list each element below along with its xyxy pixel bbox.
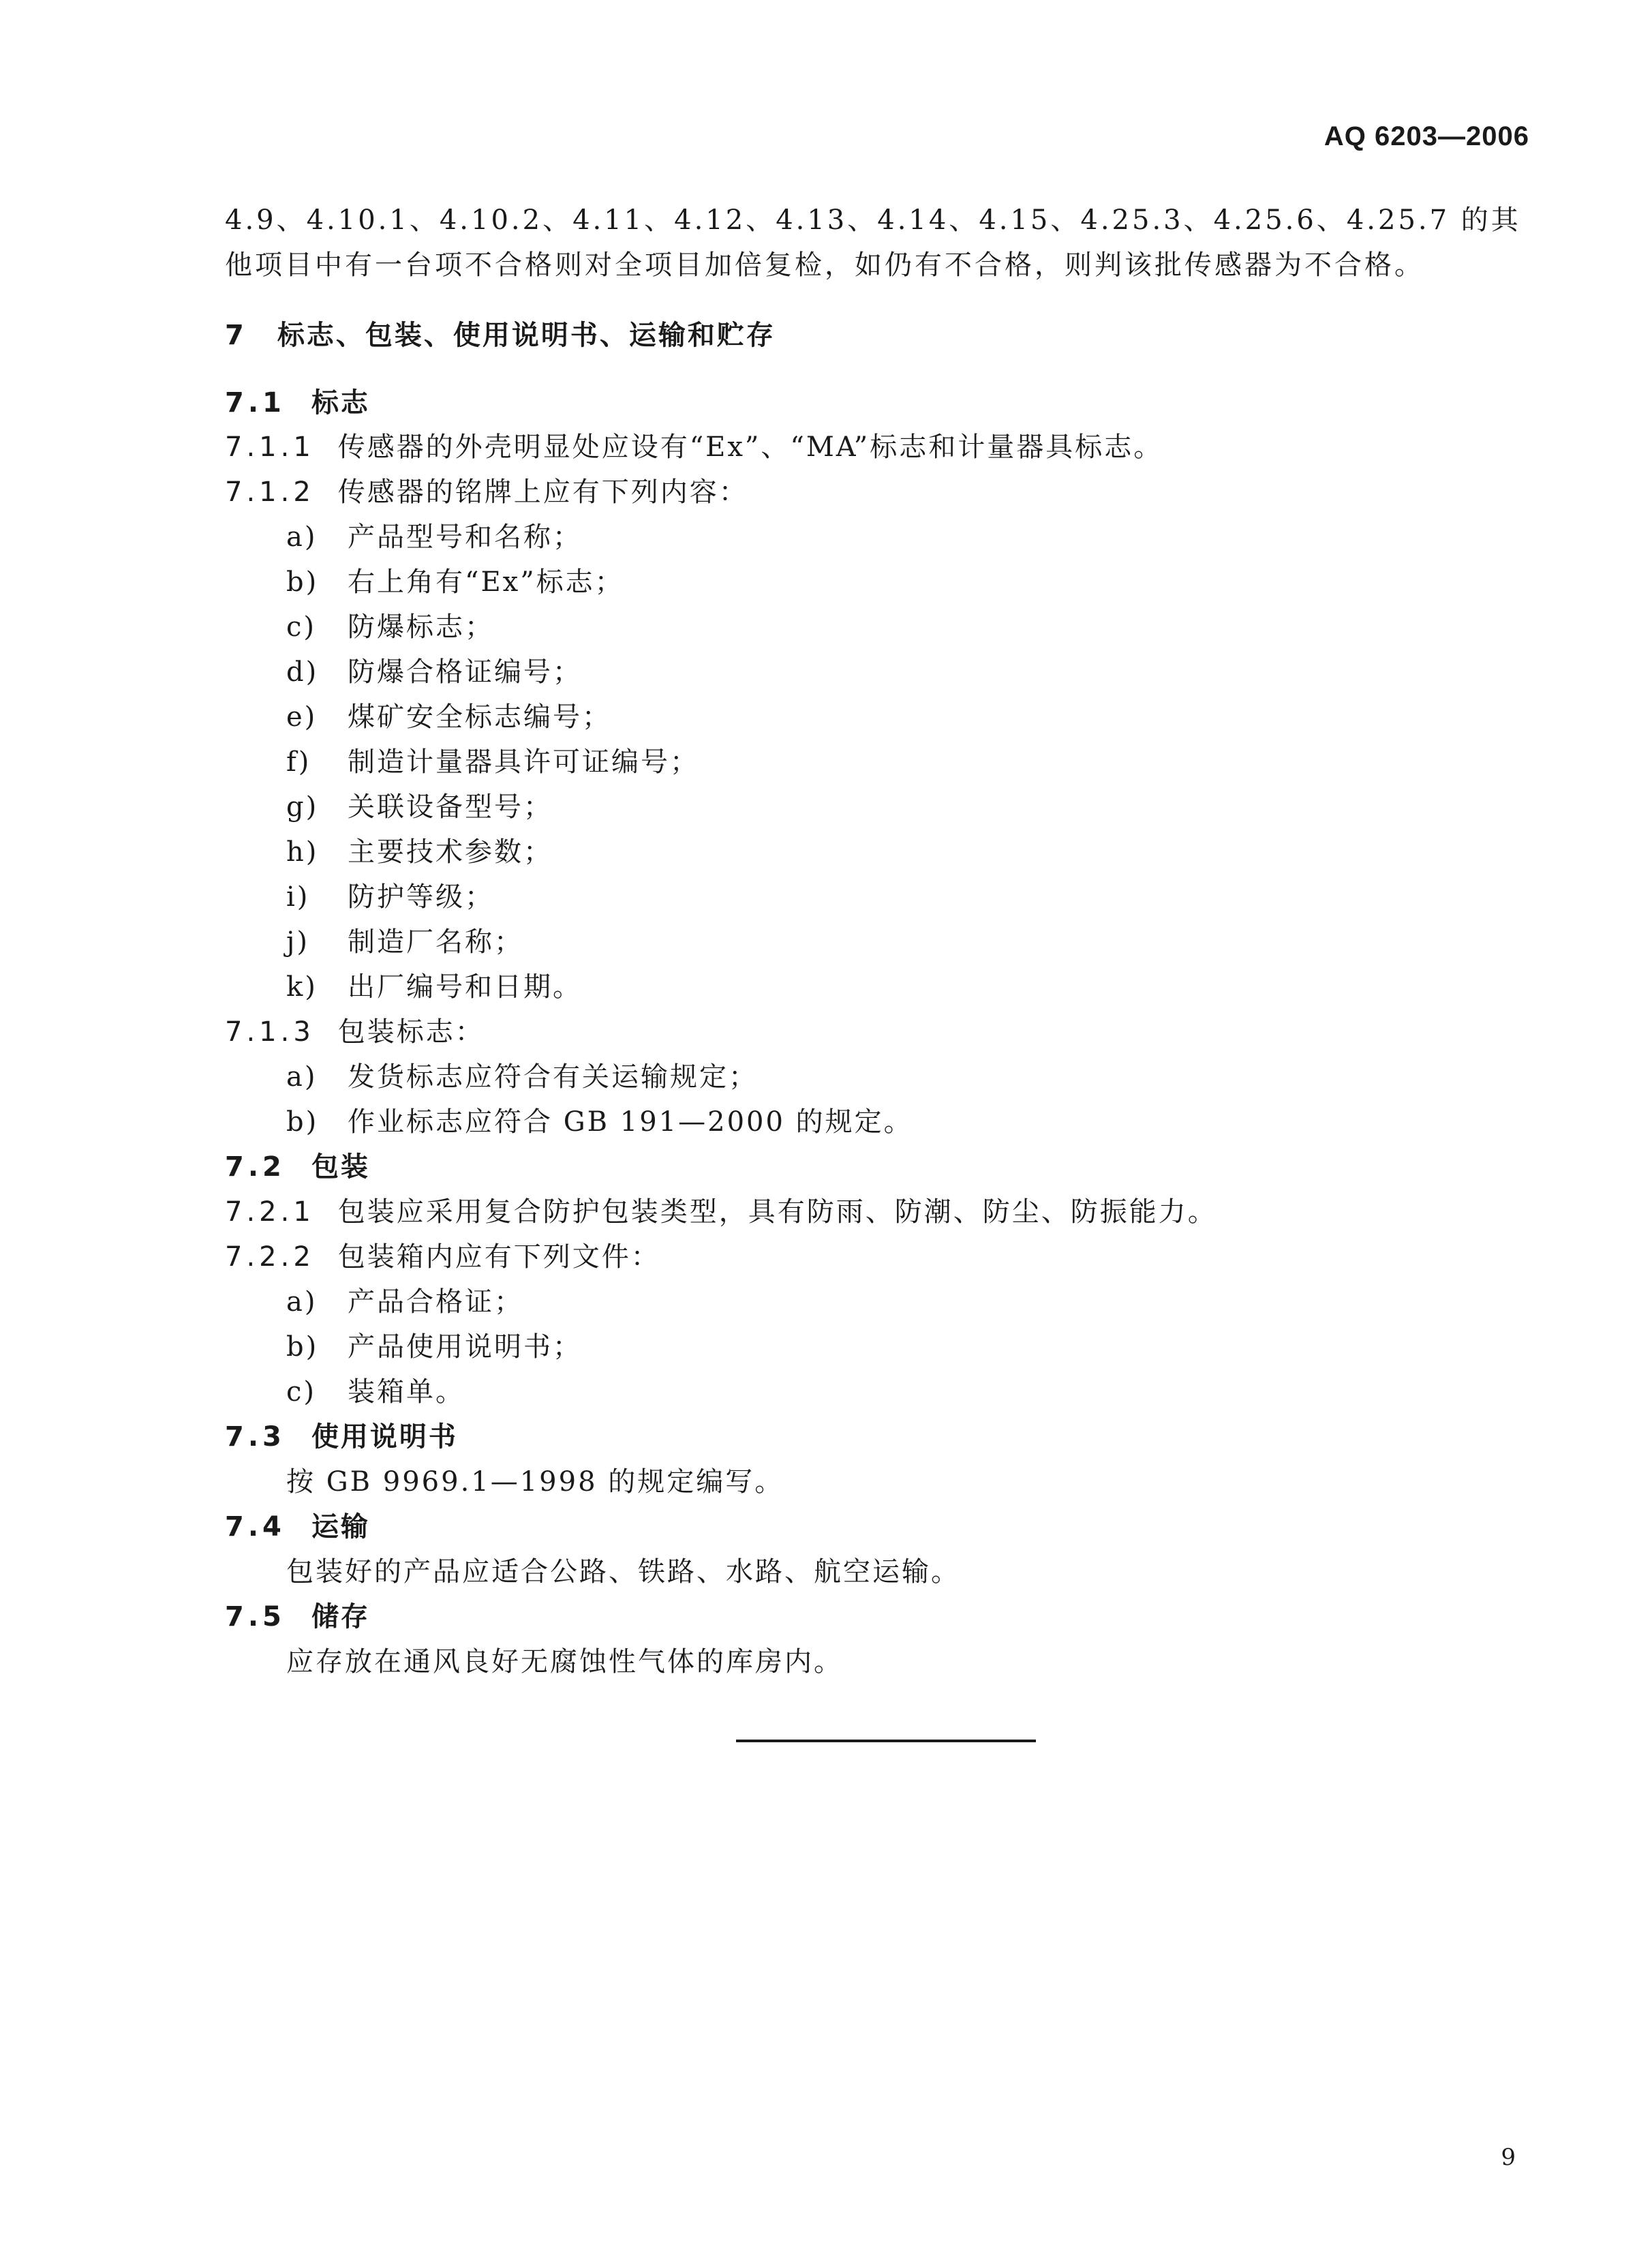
section-number: 7.1 (225, 387, 286, 419)
list-item: h) 主要技术参数； (286, 836, 553, 868)
clause-7-1-1 (225, 425, 1163, 464)
chapter-7-heading (225, 314, 776, 352)
clause-7-1-2 (225, 470, 748, 509)
section-number: 7.5 (225, 1601, 286, 1633)
list-item: f) 制造计量器具许可证编号； (286, 746, 699, 778)
clause-7-2-2 (225, 1235, 660, 1274)
clause-text: 传感器的外壳明显处应设有“Ex”、“MA”标志和计量器具标志。 (337, 431, 1163, 463)
clause-7-1-3 (225, 1010, 485, 1049)
page-number: 9 (1501, 2144, 1516, 2171)
clause-text: 传感器的铭牌上应有下列内容： (337, 476, 748, 508)
section-7-2-heading (225, 1145, 370, 1184)
section-7-3-text: 按 GB 9969.1—1998 的规定编写。 (286, 1466, 784, 1498)
clause-text: 包装应采用复合防护包装类型，具有防雨、防潮、防尘、防振能力。 (337, 1196, 1217, 1228)
section-title: 储存 (311, 1601, 370, 1633)
chapter-number: 7 (225, 320, 246, 351)
list-item: b) 作业标志应符合 GB 191—2000 的规定。 (286, 1106, 913, 1138)
section-title: 标志 (311, 387, 370, 419)
section-7-4-heading (225, 1505, 370, 1544)
section-7-5-text: 应存放在通风良好无腐蚀性气体的库房内。 (286, 1646, 843, 1678)
list-item: j) 制造厂名称； (286, 926, 523, 958)
section-title: 包装 (311, 1151, 370, 1183)
end-rule (736, 1740, 1036, 1742)
section-7-4-text: 包装好的产品应适合公路、铁路、水路、航空运输。 (286, 1556, 960, 1588)
clause-number: 7.2.1 (225, 1196, 315, 1228)
clause-number: 7.1.2 (225, 476, 315, 508)
chapter-title: 标志、包装、使用说明书、运输和贮存 (277, 320, 776, 351)
list-item: c) 防爆标志； (286, 611, 494, 643)
intro-paragraph: 4.9、4.10.1、4.10.2、4.11、4.12、4.13、4.14、4.15、4.25.3、4.25.6、4.25.7 的其他项目中有一台项不合格则对全项目加倍复检，如仍有不合格，则判该批传感器为不合格。 (225, 204, 1521, 281)
list-item: b) 产品使用说明书； (286, 1331, 582, 1363)
list-item: a) 发货标志应符合有关运输规定； (286, 1061, 758, 1093)
list-item: b) 右上角有“Ex”标志； (286, 566, 624, 598)
standard-code: AQ 6203—2006 (1324, 121, 1529, 151)
section-number: 7.3 (225, 1421, 286, 1453)
clause-7-2-1 (225, 1190, 1217, 1229)
section-7-3-heading (225, 1415, 458, 1454)
list-item: a) 产品合格证； (286, 1286, 523, 1318)
clause-number: 7.1.1 (225, 431, 315, 463)
list-item: e) 煤矿安全标志编号； (286, 701, 611, 733)
section-title: 运输 (311, 1511, 370, 1543)
section-number: 7.4 (225, 1511, 286, 1543)
clause-text: 包装箱内应有下列文件： (337, 1241, 660, 1273)
list-item: c) 装箱单。 (286, 1376, 465, 1408)
section-title: 使用说明书 (311, 1421, 458, 1453)
section-number: 7.2 (225, 1151, 286, 1183)
section-7-5-heading (225, 1595, 370, 1634)
section-7-1-heading (225, 381, 370, 420)
clause-number: 7.2.2 (225, 1241, 315, 1273)
list-item: i) 防护等级； (286, 881, 494, 913)
list-item: d) 防爆合格证编号； (286, 656, 582, 688)
clause-text: 包装标志： (337, 1016, 485, 1048)
clause-number: 7.1.3 (225, 1016, 315, 1048)
list-item: a) 产品型号和名称； (286, 521, 582, 553)
list-item: k) 出厂编号和日期。 (286, 971, 582, 1003)
list-item: g) 关联设备型号； (286, 791, 553, 823)
